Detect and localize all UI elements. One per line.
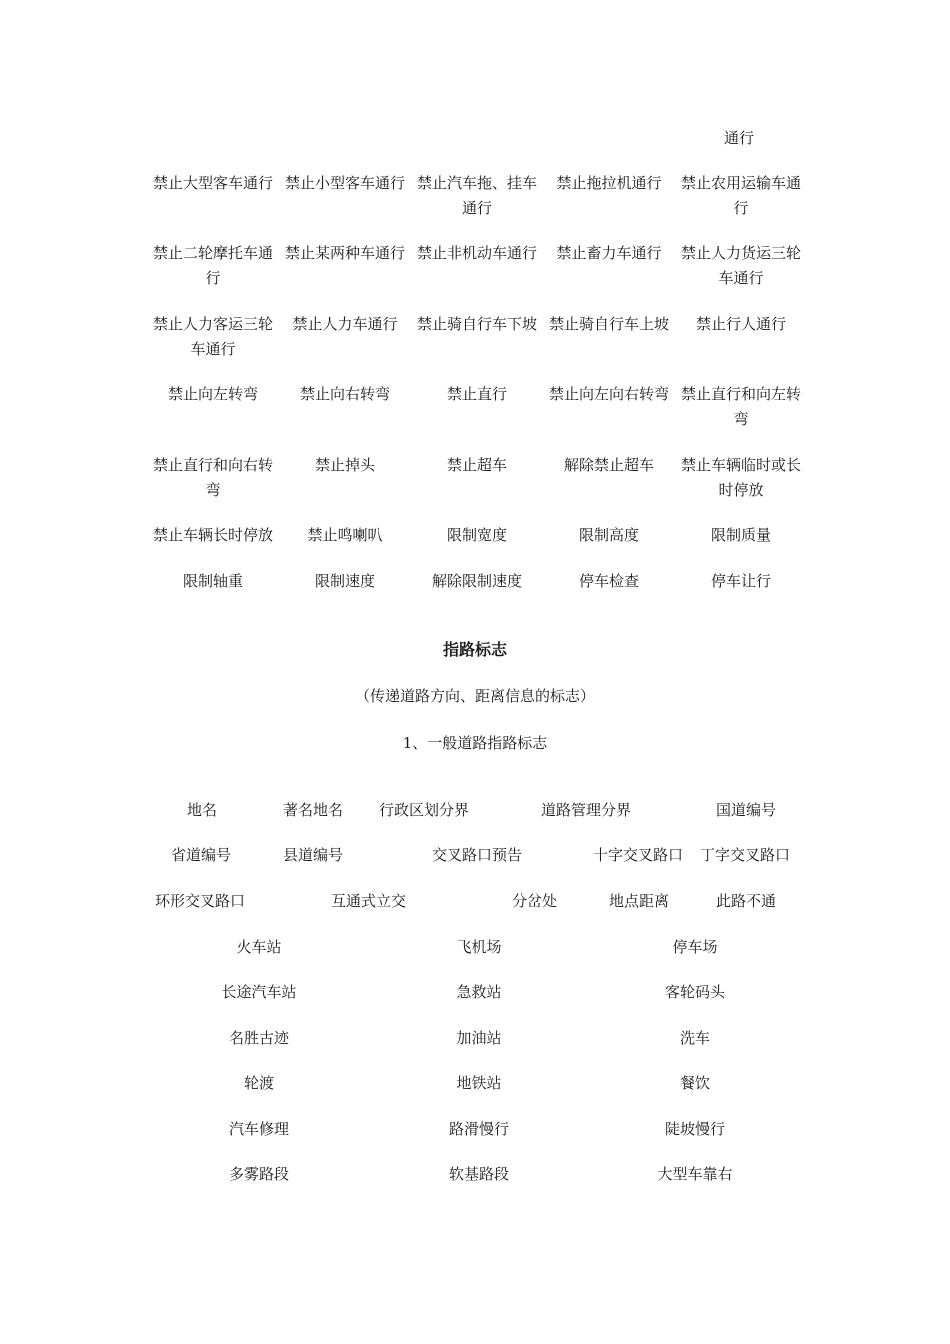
section-subtitle: （传递道路方向、距离信息的标志） xyxy=(354,687,595,705)
sign-name: 停车让行 xyxy=(710,572,771,590)
guide-sign-name: 行政区划分界 xyxy=(379,801,470,819)
guide-sign-name: 环形交叉路口 xyxy=(155,892,246,910)
guide-sign-name: 软基路段 xyxy=(448,1165,509,1183)
section-title: 指路标志 xyxy=(442,640,507,659)
guide-sign-name: 汽车修理 xyxy=(228,1120,289,1138)
prohibition-row xyxy=(147,312,807,362)
sign-name: 禁止直行和向左转弯 xyxy=(680,385,801,428)
prohibition-row xyxy=(147,569,807,594)
sign-name: 禁止向左向右转弯 xyxy=(548,385,669,403)
guide-sign-name: 客轮码头 xyxy=(664,983,725,1001)
guide-sign-name: 餐饮 xyxy=(679,1074,710,1092)
prohibition-row xyxy=(147,523,807,548)
sign-name: 禁止人力客运三轮车通行 xyxy=(152,315,273,358)
guide-sign-name: 省道编号 xyxy=(171,846,232,864)
sign-name: 禁止非机动车通行 xyxy=(416,244,537,262)
sign-name: 禁止掉头 xyxy=(314,456,375,474)
guide-sign-name: 丁字交叉路口 xyxy=(700,846,791,864)
guide-sign-name: 多雾路段 xyxy=(228,1165,289,1183)
sign-name: 限制宽度 xyxy=(446,526,507,544)
sign-name: 禁止向右转弯 xyxy=(299,385,390,403)
sign-name: 限制轴重 xyxy=(182,572,243,590)
guide-sign-name: 互通式立交 xyxy=(331,892,407,910)
prohibition-fragment: 通行 xyxy=(724,129,755,147)
guide-sign-name: 地点距离 xyxy=(609,892,670,910)
sign-name: 禁止直行和向右转弯 xyxy=(152,456,273,499)
sign-name: 禁止农用运输车通行 xyxy=(680,174,801,217)
sign-name: 禁止超车 xyxy=(446,456,507,474)
guide-sign-name: 道路管理分界 xyxy=(541,801,632,819)
guide-sign-name: 大型车靠右 xyxy=(657,1165,733,1183)
guide-sign-name: 地名 xyxy=(187,801,218,819)
guide-sign-name: 加油站 xyxy=(456,1029,502,1047)
sign-name: 禁止拖拉机通行 xyxy=(556,174,662,192)
guide-sign-name: 飞机场 xyxy=(456,938,502,956)
sign-name: 禁止某两种车通行 xyxy=(284,244,405,262)
guide-sign-name: 著名地名 xyxy=(283,801,344,819)
sign-name: 禁止鸣喇叭 xyxy=(307,526,383,544)
sign-name: 限制高度 xyxy=(578,526,639,544)
sign-name: 解除限制速度 xyxy=(431,572,522,590)
sign-name: 禁止骑自行车上坡 xyxy=(548,315,669,333)
prohibition-row xyxy=(147,171,807,221)
sign-name: 禁止车辆长时停放 xyxy=(152,526,273,544)
guide-sign-name: 急救站 xyxy=(456,983,502,1001)
prohibition-row xyxy=(147,241,807,291)
guide-sign-name: 停车场 xyxy=(672,938,718,956)
sign-name: 限制速度 xyxy=(314,572,375,590)
guide-sign-name: 国道编号 xyxy=(716,801,777,819)
guide-sign-name: 交叉路口预告 xyxy=(432,846,523,864)
prohibition-row xyxy=(147,453,807,503)
guide-sign-name: 火车站 xyxy=(236,938,282,956)
sign-name: 禁止二轮摩托车通行 xyxy=(152,244,273,287)
prohibition-row xyxy=(147,382,807,432)
guide-sign-name: 路滑慢行 xyxy=(448,1120,509,1138)
sign-name: 禁止畜力车通行 xyxy=(556,244,662,262)
guide-sign-name: 轮渡 xyxy=(243,1074,274,1092)
sign-name: 禁止直行 xyxy=(446,385,507,403)
guide-sign-name: 地铁站 xyxy=(456,1074,502,1092)
guide-sign-name: 十字交叉路口 xyxy=(593,846,684,864)
sign-name: 禁止车辆临时或长时停放 xyxy=(680,456,801,499)
guide-sign-name: 名胜古迹 xyxy=(228,1029,289,1047)
sign-name: 禁止汽车拖、挂车通行 xyxy=(416,174,537,217)
sign-name: 禁止人力车通行 xyxy=(292,315,398,333)
guide-sign-name: 此路不通 xyxy=(716,892,777,910)
sign-name: 限制质量 xyxy=(710,526,771,544)
sign-name: 禁止行人通行 xyxy=(695,315,786,333)
sign-name: 禁止骑自行车下坡 xyxy=(416,315,537,333)
guide-sign-name: 陡坡慢行 xyxy=(664,1120,725,1138)
sign-name: 禁止大型客车通行 xyxy=(152,174,273,192)
guide-sign-name: 县道编号 xyxy=(283,846,344,864)
sign-name: 禁止人力货运三轮车通行 xyxy=(680,244,801,287)
subsection-heading: 1、一般道路指路标志 xyxy=(402,734,548,752)
guide-sign-name: 洗车 xyxy=(679,1029,710,1047)
guide-sign-name: 分岔处 xyxy=(512,892,558,910)
sign-name: 禁止向左转弯 xyxy=(167,385,258,403)
sign-name: 禁止小型客车通行 xyxy=(284,174,405,192)
sign-name: 停车检查 xyxy=(578,572,639,590)
guide-sign-name: 长途汽车站 xyxy=(221,983,297,1001)
sign-name: 解除禁止超车 xyxy=(563,456,654,474)
